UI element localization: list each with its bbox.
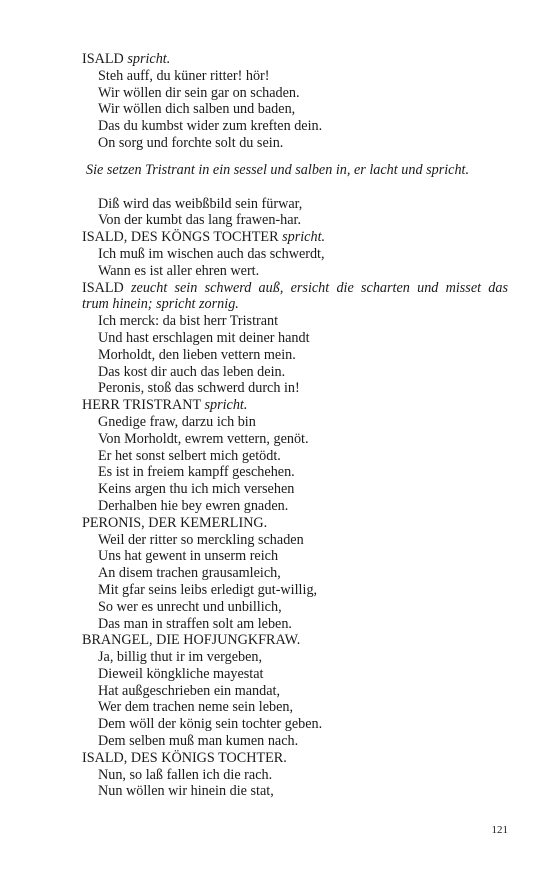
verse-line: Dem selben muß man kumen nach. [98,733,299,750]
verse-line: Hat außgeschrieben ein mandat, [98,682,280,699]
speaker-name: ISALD, DES KÖNIGS TOCHTER. [82,749,287,766]
verse-line: Das du kumbst wider zum kreften dein. [98,118,323,135]
verse-line: Wann es ist aller ehren wert. [98,262,260,279]
verse-line: Und hast erschlagen mit deiner handt [98,329,310,346]
verse-line: Nun, so laß fallen ich die rach. [98,766,273,783]
speaker-name: ISALD, DES KÖNGS TOCHTER [82,229,279,246]
verse-line: Von Morholdt, ewrem vettern, genöt. [98,430,309,447]
verse-line: Ja, billig thut ir im vergeben, [98,649,263,666]
verse-line: Das kost dir auch das leben dein. [98,363,286,380]
verse-line: Gnedige fraw, darzu ich bin [98,413,256,430]
speaker-action: trum hinein; spricht zornig. [82,296,239,313]
speaker-heading [82,229,508,246]
verse-line: Keins argen thu ich mich versehen [98,481,295,498]
verse-line: Ich merck: da bist herr Tristrant [98,313,279,330]
verse-line: Mit gfar seins leibs erledigt gut-willig, [98,581,318,598]
verse-line: Wer dem trachen neme sein leben, [98,699,294,716]
verse-line: An disem trachen grausamleich, [98,565,281,582]
verse-line: Von der kumbt das lang frawen-har. [98,212,302,229]
page-number: 121 [491,824,508,836]
verse-line: Wir wöllen dir sein gar on schaden. [98,84,300,101]
speaker-name: ISALD [82,51,124,67]
verse-line: On sorg und forchte solt du sein. [98,134,284,151]
speaker-action: spricht. [282,229,326,246]
speaker-heading [82,397,508,414]
speaker-name: PERONIS, DER KEMERLING. [82,514,268,531]
verse-line: Diß wird das weibßbild sein fürwar, [98,195,303,212]
speaker-name: ISALD [82,279,124,296]
verse-line: Es ist in freiem kampff geschehen. [98,464,295,481]
verse-line: Dem wöll der könig sein tochter geben. [98,716,323,733]
speaker-heading [82,280,508,314]
speaker-heading [82,632,508,649]
stage-direction: Sie setzen Tristrant in ein sessel und salben in, er lacht und spricht. [86,161,470,178]
speaker-heading [82,51,508,68]
verse-line: Morholdt, den lieben vettern mein. [98,346,296,363]
speaker-heading [82,750,508,767]
verse-line: Ich muß im wischen auch das schwerdt, [98,245,325,262]
verse-line: Weil der ritter so merckling schaden [98,531,304,548]
verse-line: Dieweil köngkliche mayestat [98,665,264,682]
verse-line: Wir wöllen dich salben und baden, [98,101,296,118]
verse-line: Derhalben hie bey ewren gnaden. [98,497,289,514]
speaker-action: spricht. [127,51,171,67]
verse-line: Steh auff, du küner ritter! hör! [98,67,270,84]
speaker-name: HERR TRISTRANT [82,397,201,414]
verse-line: Nun wöllen wir hinein die stat, [98,783,274,800]
speaker-name: BRANGEL, DIE HOFJUNGKFRAW. [82,632,301,649]
verse-line: Uns hat gewent in unserm reich [98,548,279,565]
speaker-action: zeucht sein schwerd auß, ersicht die scharten und misset das [131,279,509,296]
verse-line: Peronis, stoß das schwerd durch in! [98,380,300,397]
speaker-action: spricht. [204,397,248,414]
verse-line: Das man in straffen solt am leben. [98,615,292,632]
verse-line: So wer es unrecht und unbillich, [98,598,282,615]
verse-line: Er het sonst selbert mich getödt. [98,447,281,464]
speaker-heading [82,515,508,532]
play-text [82,51,508,800]
